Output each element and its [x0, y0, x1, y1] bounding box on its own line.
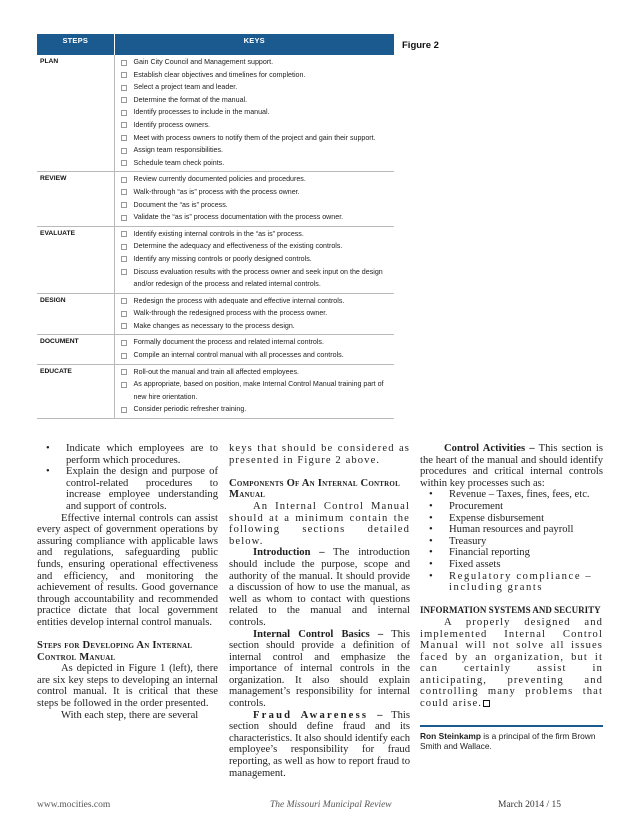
- list-item-text: Financial reporting: [449, 547, 530, 559]
- list-item: [420, 489, 603, 501]
- paragraph: keys that should be considered as presented in Figure 2 above.: [229, 443, 410, 466]
- key-text: Consider periodic refresher training.: [133, 405, 247, 414]
- column-2: [229, 443, 410, 779]
- key-item: [121, 106, 395, 119]
- table-row: [37, 226, 394, 293]
- key-item: [121, 81, 395, 94]
- key-text: Walk-through the redesigned process with the process owner.: [133, 309, 328, 318]
- header-keys: KEYS: [114, 34, 394, 55]
- key-item: [121, 366, 395, 379]
- key-text: Determine the adequacy and effectiveness of the existing controls.: [133, 242, 343, 251]
- key-item: [121, 403, 395, 416]
- list-item: [420, 513, 603, 525]
- runin-heading: Control Activities –: [444, 443, 535, 454]
- keys-cell: [114, 55, 394, 172]
- key-text: Roll-out the manual and train all affected employees.: [133, 367, 299, 376]
- key-item: [121, 295, 395, 308]
- keys-cell: [114, 226, 394, 293]
- table-body: [37, 55, 394, 419]
- key-text: Discuss evaluation results with the process owner and seek input on the design and/or redesign of the process and related internal controls.: [133, 267, 383, 289]
- paragraph-text: The introduction should include the purpose, scope and authority of the manual. It should provide a discussion of how to use the manual, as well as whom to contact with questions related to the manual and internal controls.: [229, 547, 410, 628]
- checkbox-icon: [121, 382, 127, 388]
- col1-bullet-list: [37, 443, 218, 513]
- checkbox-icon: [121, 269, 127, 275]
- list-item-text: Procurement: [449, 500, 504, 512]
- author-name: Ron Steinkamp: [420, 731, 481, 741]
- checkbox-icon: [121, 160, 127, 166]
- step-cell: EVALUATE: [37, 226, 114, 293]
- key-item: [121, 349, 395, 362]
- step-cell: DESIGN: [37, 293, 114, 335]
- list-item-text: Treasury: [449, 535, 487, 547]
- key-item: [121, 144, 395, 157]
- runin-heading: Fraud Awareness –: [253, 709, 385, 721]
- key-item: [121, 56, 395, 69]
- table-row: [37, 335, 394, 364]
- paragraph-text: A properly designed and implemented Internal Control Manual will not solve all issues faced by an organization, but it can certainly assist in anticipating, preventing and controlling many problems that could arise.: [420, 616, 603, 710]
- key-item: [121, 228, 395, 241]
- key-text: Redesign the process with adequate and effective internal controls.: [133, 296, 345, 305]
- checkbox-icon: [121, 353, 127, 359]
- list-item: [420, 571, 603, 594]
- list-item-text: Indicate which employees are to perform which procedures.: [66, 443, 218, 466]
- checkbox-icon: [121, 202, 127, 208]
- key-item: [121, 186, 395, 199]
- key-text: Select a project team and leader.: [133, 83, 238, 92]
- key-text: Compile an internal control manual with all processes and controls.: [133, 351, 344, 360]
- list-item-text: Revenue – Taxes, fines, fees, etc.: [449, 489, 590, 501]
- checkbox-icon: [121, 298, 127, 304]
- key-text: Gain City Council and Management support.: [133, 58, 274, 66]
- step-cell: REVIEW: [37, 172, 114, 226]
- bullet-icon: •: [429, 570, 433, 582]
- table-header-row: [37, 34, 394, 55]
- key-item: [121, 378, 395, 403]
- end-mark-icon: [483, 700, 490, 707]
- table-row: [37, 364, 394, 418]
- key-text: Determine the format of the manual.: [133, 95, 248, 104]
- key-text: Formally document the process and related internal controls.: [133, 338, 324, 347]
- key-item: [121, 307, 395, 320]
- key-text: Make changes as necessary to the process design.: [133, 321, 295, 330]
- section-heading: Components Of An Internal Control Manual: [229, 477, 400, 501]
- bullet-icon: •: [429, 547, 433, 559]
- checkbox-icon: [121, 97, 127, 103]
- key-text: As appropriate, based on position, make Internal Control Manual training part of new hire orientation.: [133, 380, 384, 401]
- section-heading: INFORMATION SYSTEMS AND SECURITY: [420, 605, 601, 616]
- key-item: [121, 69, 395, 82]
- list-item: [37, 466, 218, 512]
- author-bio-text: is a principal of the firm Brown Smith and Wallace.: [420, 731, 596, 752]
- key-item: [121, 336, 395, 349]
- keys-cell: [114, 293, 394, 335]
- footer-website[interactable]: www.mocities.com: [37, 800, 111, 810]
- paragraph-introduction: [229, 547, 410, 628]
- list-item: [420, 501, 603, 513]
- header-steps: STEPS: [37, 34, 114, 55]
- keys-cell: [114, 172, 394, 226]
- list-item: [37, 443, 218, 466]
- checkbox-icon: [121, 177, 127, 183]
- key-item: [121, 320, 395, 333]
- checkbox-icon: [121, 110, 127, 116]
- key-item: [121, 94, 395, 107]
- checkbox-icon: [121, 323, 127, 329]
- key-text: Schedule team check points.: [133, 158, 225, 167]
- key-text: Identify any missing controls or poorly designed controls.: [133, 254, 312, 263]
- paragraph-fraud-awareness: [229, 710, 410, 780]
- checkbox-icon: [121, 215, 127, 221]
- footer-page-number: March 2014 / 15: [498, 800, 562, 810]
- table-row: [37, 293, 394, 335]
- runin-heading: Introduction –: [253, 547, 325, 559]
- list-item-text: Explain the design and purpose of control-related procedures to increase employee understanding and support of controls.: [66, 466, 218, 512]
- checkbox-icon: [121, 256, 127, 262]
- bullet-icon: •: [429, 489, 433, 501]
- checkbox-icon: [121, 72, 127, 78]
- key-text: Meet with process owners to notify them of the project and gain their support.: [133, 133, 376, 142]
- paragraph: As depicted in Figure 1 (left), there are six key steps to developing an internal control manual. It is critical that these steps be followed in the order presented.: [37, 663, 218, 710]
- bio-divider: [420, 725, 603, 727]
- key-text: Validate the “as is” process documentation with the process owner.: [133, 213, 344, 222]
- bullet-icon: •: [429, 524, 433, 536]
- checkbox-icon: [121, 244, 127, 250]
- paragraph-text: This section should define fraud and its characteristics. It also should identify each employee’s responsibility for fraud reporting, as well as how to report fraud to management.: [229, 709, 410, 779]
- key-item: [121, 199, 395, 212]
- footer-publication: The Missouri Municipal Review: [270, 800, 392, 810]
- step-cell: PLAN: [37, 55, 114, 172]
- key-text: Assign team responsibilities.: [133, 146, 223, 155]
- key-text: Establish clear objectives and timelines for completion.: [133, 70, 306, 79]
- key-text: Review currently documented policies and procedures.: [133, 175, 306, 184]
- list-item: [420, 559, 603, 571]
- key-item: [121, 119, 395, 132]
- bullet-icon: •: [429, 512, 433, 524]
- key-text: Walk-through “as is” process with the process owner.: [133, 187, 300, 196]
- step-cell: DOCUMENT: [37, 335, 114, 364]
- paragraph: [420, 617, 603, 710]
- key-item: [121, 240, 395, 253]
- list-item-text: Regulatory compliance – including grants: [449, 570, 593, 594]
- list-item-text: Human resources and payroll: [449, 524, 574, 536]
- column-1: [37, 443, 218, 721]
- key-text: Identify existing internal controls in the “as is” process.: [133, 229, 304, 238]
- checkbox-icon: [121, 231, 127, 237]
- checkbox-icon: [121, 340, 127, 346]
- paragraph: An Internal Control Manual should at a minimum contain the following sections detailed below.: [229, 500, 410, 547]
- paragraph: Effective internal controls can assist every aspect of government operations by assuring compliance with applicable laws and regulations, safeguarding public funds, ensuring operational effectiveness and efficiency, and monitoring the achievement of results. Good governance through accountability and recommended practice dictate that local government entities develop internal control manuals.: [37, 512, 218, 628]
- checkbox-icon: [121, 407, 127, 413]
- paragraph: With each step, there are several: [61, 709, 199, 721]
- keys-cell: [114, 335, 394, 364]
- paragraph-internal-control-basics: [229, 629, 410, 710]
- list-item-text: Fixed assets: [449, 558, 501, 570]
- col3-bullet-list: [420, 489, 603, 593]
- key-item: [121, 132, 395, 145]
- runin-heading: Internal Control Basics –: [253, 628, 384, 640]
- checkbox-icon: [121, 148, 127, 154]
- list-item: [420, 536, 603, 548]
- figure-2-table: [37, 34, 394, 419]
- column-3: [420, 443, 603, 710]
- paragraph-control-activities: [420, 443, 603, 489]
- keys-cell: [114, 364, 394, 418]
- bullet-icon: •: [429, 558, 433, 570]
- figure-label: Figure 2: [402, 40, 439, 51]
- checkbox-icon: [121, 369, 127, 375]
- checkbox-icon: [121, 85, 127, 91]
- checkbox-icon: [121, 189, 127, 195]
- checkbox-icon: [121, 60, 127, 66]
- bullet-icon: •: [46, 443, 50, 454]
- checkbox-icon: [121, 135, 127, 141]
- bullet-icon: •: [46, 466, 50, 478]
- list-item-text: Expense disbursement: [449, 512, 545, 524]
- section-heading: Steps for Developing An Internal Control Manual: [37, 640, 193, 663]
- key-item: [121, 253, 395, 266]
- key-text: Document the “as is” process.: [133, 200, 228, 209]
- author-bio: [420, 731, 603, 751]
- bullet-icon: •: [429, 535, 433, 547]
- key-item: [121, 211, 395, 224]
- key-item: [121, 266, 395, 291]
- checkbox-icon: [121, 311, 127, 317]
- key-item: [121, 157, 395, 170]
- paragraph-text: This section is the heart of the manual and should identify procedures and critical internal controls within key processes such as:: [420, 443, 603, 489]
- key-text: Identify process owners.: [133, 120, 210, 129]
- list-item: [420, 524, 603, 536]
- table-row: [37, 172, 394, 226]
- key-text: Identify processes to include in the manual.: [133, 108, 270, 117]
- paragraph-text: This section should provide a definition of internal control and emphasize the importance of internal controls in the organization. It also should explain management’s responsibility for internal controls.: [229, 628, 410, 710]
- key-item: [121, 173, 395, 186]
- step-cell: EDUCATE: [37, 364, 114, 418]
- table-row: [37, 55, 394, 172]
- bullet-icon: •: [429, 500, 433, 512]
- checkbox-icon: [121, 122, 127, 128]
- list-item: [420, 547, 603, 559]
